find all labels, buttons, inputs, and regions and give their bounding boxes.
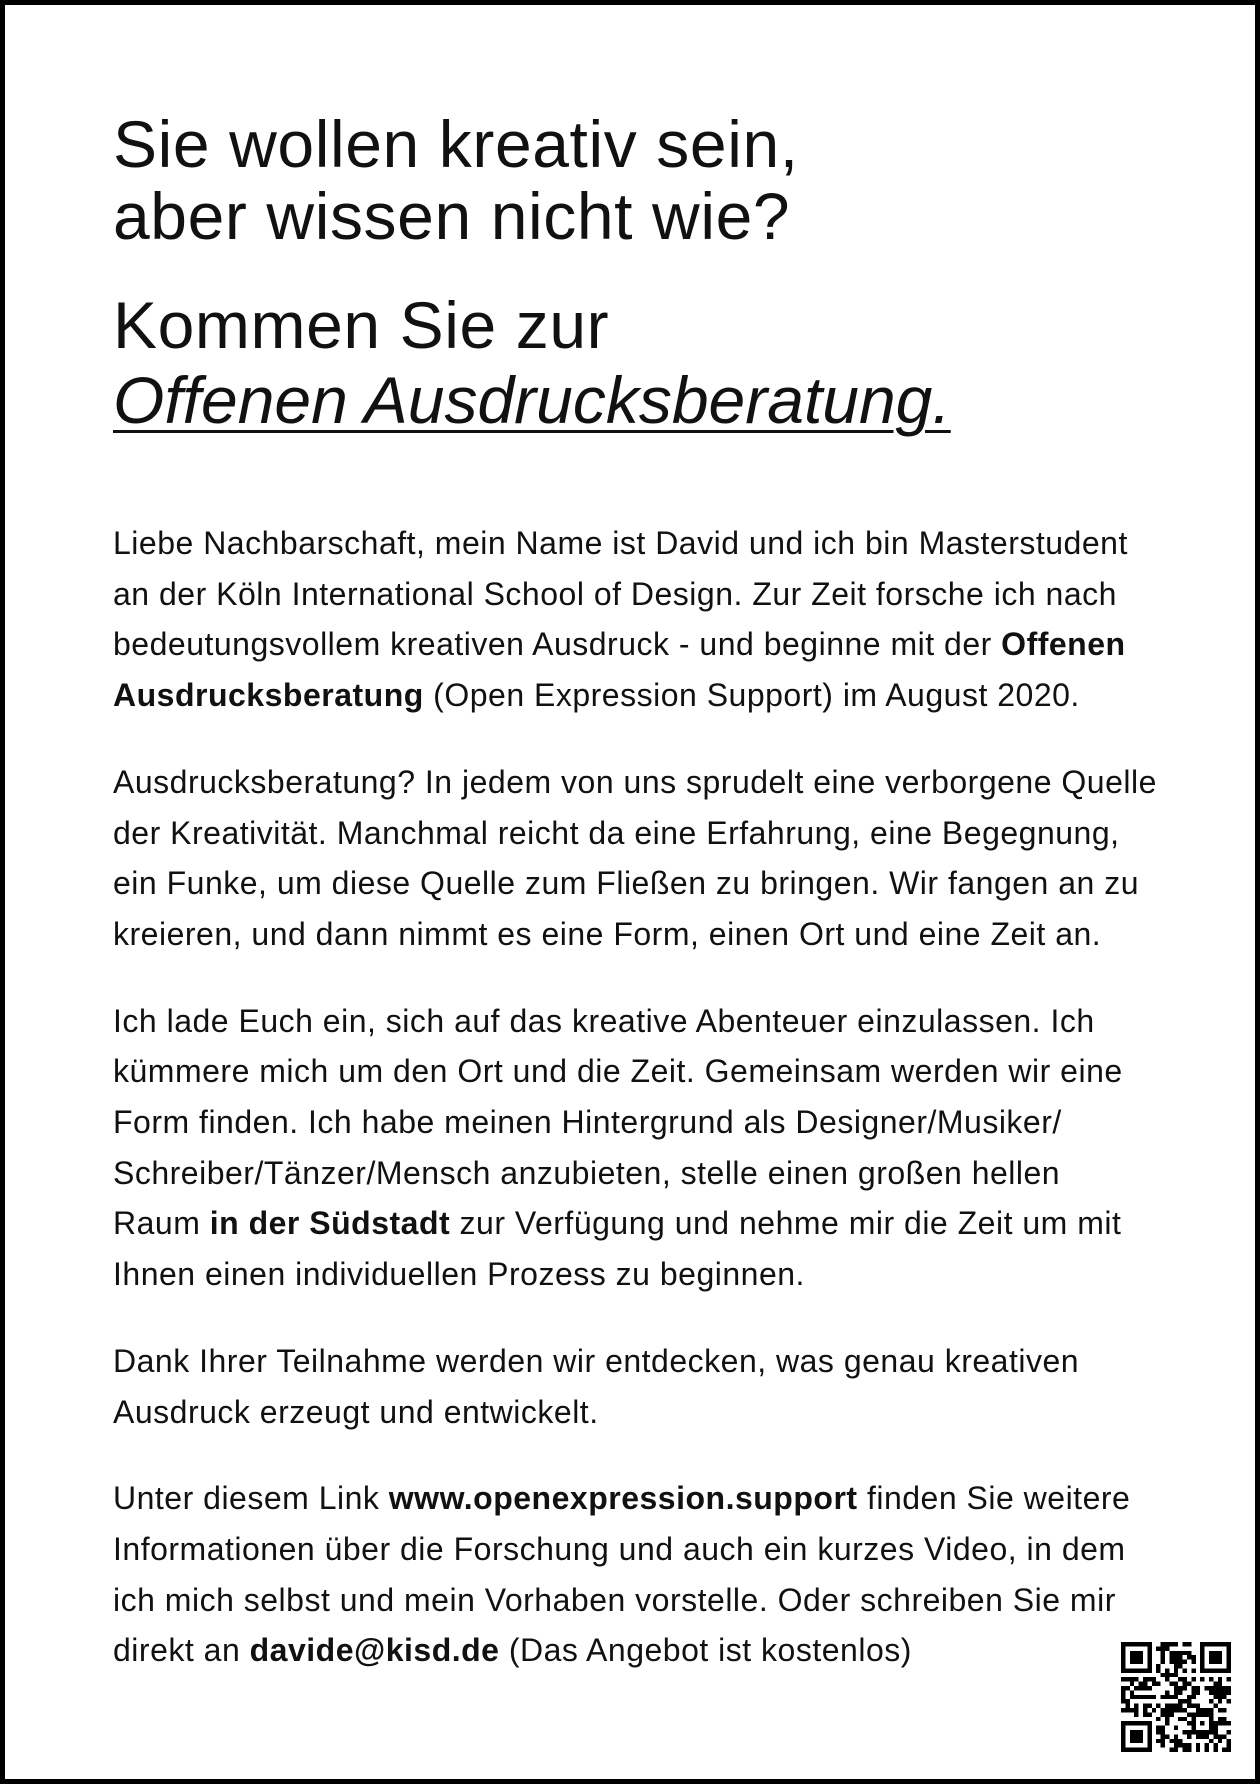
paragraph-line	[113, 1625, 1153, 1676]
paragraph-outcome	[113, 1336, 1153, 1437]
text-run: Form finden. Ich habe meinen Hintergrund als Designer/Musiker/	[113, 1104, 1062, 1141]
paragraph-contact	[113, 1473, 1153, 1676]
text-run: Liebe Nachbarschaft, mein Name ist David und ich bin Masterstudent	[113, 525, 1128, 561]
text-run: Informationen über die Forschung und auch ein kurzes Video, in dem	[113, 1530, 1126, 1567]
paragraph-line	[113, 619, 1153, 670]
bold-location: in der Südstadt	[209, 1205, 451, 1242]
text-run: (Das Angebot ist kostenlos)	[499, 1632, 912, 1669]
paragraph-line	[113, 518, 1153, 569]
paragraph-line	[113, 1249, 1153, 1300]
text-run: Schreiber/Tänzer/Mensch anzubieten, stelle einen großen hellen	[113, 1154, 1061, 1191]
paragraph-line	[113, 670, 1153, 721]
text-run: kreieren, und dann nimmt es eine Form, einen Ort und eine Zeit an.	[113, 915, 1102, 952]
bold-ausdrucksberatung: Ausdrucksberatung	[113, 677, 424, 714]
paragraph-line	[113, 1148, 1153, 1199]
paragraph-line	[113, 757, 1157, 808]
text-run: (Open Expression Support) im August 2020.	[423, 677, 1080, 714]
text-run: bedeutungsvollem kreativen Ausdruck - und beginne mit der	[113, 626, 1002, 663]
paragraph-line	[113, 1198, 1153, 1249]
text-run: Unter diesem Link	[113, 1480, 389, 1517]
text-run: finden Sie weitere	[857, 1480, 1131, 1517]
paragraph-line	[113, 1473, 1153, 1524]
website-url: www.openexpression.support	[388, 1480, 858, 1517]
text-run: Dank Ihrer Teilnahme werden wir entdecken, was genau kreativen	[113, 1342, 1080, 1379]
paragraph-line	[113, 569, 1153, 620]
text-run: ein Funke, um diese Quelle zum Fließen zu bringen. Wir fangen an zu	[113, 865, 1139, 902]
paragraph-line	[113, 909, 1153, 960]
flyer-content	[113, 107, 1157, 1712]
paragraph-line	[113, 1097, 1153, 1148]
text-run: an der Köln International School of Design. Zur Zeit forsche ich nach	[113, 575, 1117, 612]
body-text	[113, 518, 1157, 1676]
paragraph-line	[113, 1336, 1153, 1387]
paragraph-explanation	[113, 757, 1157, 960]
headline	[113, 108, 1153, 252]
paragraph-line	[113, 1046, 1153, 1097]
text-run: zur Verfügung und nehme mir die Zeit um mit	[450, 1205, 1122, 1242]
subheadline-line-1: Kommen Sie zur	[113, 288, 610, 362]
text-run: Raum	[113, 1205, 210, 1242]
paragraph-line	[113, 858, 1153, 909]
paragraph-invitation	[113, 996, 1153, 1300]
text-run: Ausdruck erzeugt und entwickelt.	[113, 1393, 599, 1430]
text-run: ich mich selbst und mein Vorhaben vorstelle. Oder schreiben Sie mir	[113, 1581, 1116, 1618]
text-run: Ausdrucksberatung? In jedem von uns sprudelt eine verborgene Quelle	[113, 763, 1157, 800]
paragraph-intro	[113, 518, 1153, 721]
headline-line-2: aber wissen nicht wie?	[113, 179, 791, 253]
paragraph-line	[113, 1575, 1153, 1626]
paragraph-line	[113, 1524, 1153, 1575]
text-run: der Kreativität. Manchmal reicht da eine Erfahrung, eine Begegnung,	[113, 814, 1120, 851]
headline-line-1: Sie wollen kreativ sein,	[113, 107, 799, 181]
paragraph-line	[113, 808, 1153, 859]
paragraph-line	[113, 1387, 1153, 1438]
text-run: Ihnen einen individuellen Prozess zu beginnen.	[113, 1256, 805, 1293]
subheadline	[113, 288, 1153, 438]
email-address: davide@kisd.de	[249, 1632, 500, 1669]
text-run: direkt an	[113, 1632, 250, 1669]
text-run: Ich lade Euch ein, sich auf das kreative Abenteuer einzulassen. Ich	[113, 1002, 1095, 1039]
qr-code-icon	[1121, 1642, 1231, 1752]
bold-offenen: Offenen	[1001, 626, 1126, 663]
text-run: kümmere mich um den Ort und die Zeit. Gemeinsam werden wir eine	[113, 1053, 1123, 1090]
paragraph-line	[113, 996, 1153, 1047]
program-title: Offenen Ausdrucksberatung.	[113, 363, 951, 437]
subheadline-line-2	[113, 363, 1153, 438]
